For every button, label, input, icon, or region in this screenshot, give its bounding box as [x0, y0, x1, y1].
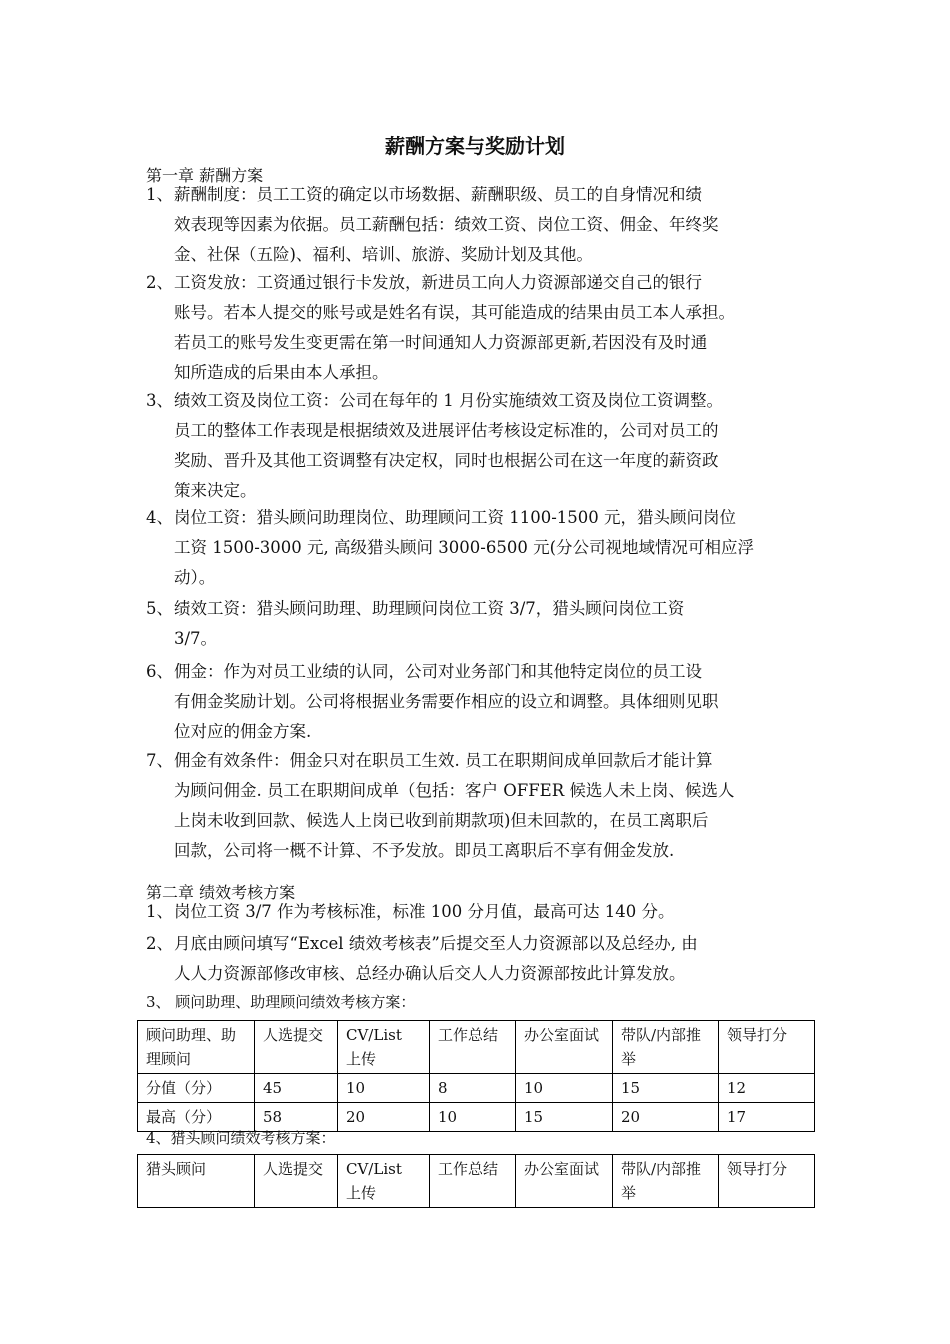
table-cell: 15	[613, 1074, 719, 1103]
item-line: 工资 1500-3000 元, 高级猎头顾问 3000-6500 元(分公司视地域情况可相应浮	[174, 538, 755, 557]
table-cell: 58	[255, 1103, 338, 1132]
list-item	[146, 268, 826, 388]
table-cell: 10	[430, 1103, 516, 1132]
item-line: 绩效工资及岗位工资：公司在每年的 1 月份实施绩效工资及岗位工资调整。	[174, 391, 723, 410]
table-cell: 办公室面试	[516, 1155, 613, 1208]
table-cell: 工作总结	[430, 1021, 516, 1074]
chapter1-heading: 第一章 薪酬方案	[146, 166, 264, 185]
list-item	[146, 594, 826, 654]
table-cell: 人选提交	[255, 1021, 338, 1074]
chapter2-heading: 第二章 绩效考核方案	[146, 883, 296, 902]
item-line: 有佣金奖励计划。公司将根据业务需要作相应的设立和调整。具体细则见职	[174, 692, 719, 711]
score-table-assistant	[137, 1020, 815, 1132]
item-line: 为顾问佣金. 员工在职期间成单（包括：客户 OFFER 候选人未上岗、候选人	[174, 781, 735, 800]
item-line: 上岗未收到回款、候选人上岗已收到前期款项)但未回款的，在员工离职后	[174, 811, 709, 830]
list-item	[146, 503, 826, 593]
list-item	[146, 897, 826, 927]
document-title: 薪酬方案与奖励计划	[385, 134, 565, 158]
item-number: 5、	[146, 599, 173, 618]
item-number: 2、	[146, 934, 173, 953]
item-line: 岗位工资 3/7 作为考核标准，标准 100 分月值，最高可达 140 分。	[174, 902, 675, 921]
table-cell: 45	[255, 1074, 338, 1103]
table-cell: 17	[719, 1103, 815, 1132]
item-line: 工资发放：工资通过银行卡发放，新进员工向人力资源部递交自己的银行	[174, 273, 702, 292]
table-cell: 工作总结	[430, 1155, 516, 1208]
list-item	[146, 929, 826, 989]
item-line: 账号。若本人提交的账号或是姓名有误，其可能造成的结果由员工本人承担。	[174, 303, 735, 322]
item-number: 3、	[146, 391, 173, 410]
item-number: 7、	[146, 751, 173, 770]
item-line: 3/7。	[174, 629, 218, 648]
table-header-row	[138, 1155, 815, 1208]
item-line: 月底由顾问填写“Excel 绩效考核表”后提交至人力资源部以及总经办, 由	[174, 934, 698, 953]
table-cell: CV/List 上传	[338, 1021, 430, 1074]
item-line: 人人力资源部修改审核、总经办确认后交人人力资源部按此计算发放。	[174, 964, 686, 983]
table1-caption: 3、 顾问助理、助理顾问绩效考核方案：	[146, 993, 416, 1011]
table-cell: 8	[430, 1074, 516, 1103]
item-line: 动）。	[174, 568, 216, 587]
score-table-consultant	[137, 1154, 815, 1208]
item-line: 效表现等因素为依据。员工薪酬包括：绩效工资、岗位工资、佣金、年终奖	[174, 215, 719, 234]
table-cell: 顾问助理、助理顾问	[138, 1021, 255, 1074]
item-number: 1、	[146, 902, 173, 921]
table-cell: 办公室面试	[516, 1021, 613, 1074]
table-cell: 猎头顾问	[138, 1155, 255, 1208]
item-line: 岗位工资：猎头顾问助理岗位、助理顾问工资 1100-1500 元，猎头顾问岗位	[174, 508, 737, 527]
item-number: 1、	[146, 185, 173, 204]
table-cell: 12	[719, 1074, 815, 1103]
table-cell: 领导打分	[719, 1021, 815, 1074]
item-number: 6、	[146, 662, 173, 681]
item-line: 绩效工资：猎头顾问助理、助理顾问岗位工资 3/7，猎头顾问岗位工资	[174, 599, 685, 618]
item-number: 2、	[146, 273, 173, 292]
table2-caption: 4、猎头顾问绩效考核方案：	[146, 1129, 336, 1147]
table-cell: 带队/内部推举	[613, 1155, 719, 1208]
list-item	[146, 180, 826, 270]
table-cell: 带队/内部推举	[613, 1021, 719, 1074]
item-line: 知所造成的后果由本人承担。	[174, 363, 389, 382]
item-line: 奖励、晋升及其他工资调整有决定权，同时也根据公司在这一年度的薪资政	[174, 451, 719, 470]
item-line: 金、社保（五险)、福利、培训、旅游、奖励计划及其他。	[174, 245, 593, 264]
list-item	[146, 746, 826, 866]
item-line: 佣金：作为对员工业绩的认同，公司对业务部门和其他特定岗位的员工设	[174, 662, 702, 681]
table-cell: 15	[516, 1103, 613, 1132]
table-cell: 10	[338, 1074, 430, 1103]
table-cell: 20	[613, 1103, 719, 1132]
table-cell: CV/List 上传	[338, 1155, 430, 1208]
item-line: 若员工的账号发生变更需在第一时间通知人力资源部更新,若因没有及时通	[174, 333, 708, 352]
item-line: 佣金有效条件：佣金只对在职员工生效. 员工在职期间成单回款后才能计算	[174, 751, 713, 770]
table-cell: 分值（分）	[138, 1074, 255, 1103]
item-line: 策来决定。	[174, 481, 257, 500]
table-cell: 领导打分	[719, 1155, 815, 1208]
table-cell: 最高（分）	[138, 1103, 255, 1132]
table-header-row	[138, 1021, 815, 1074]
table-row	[138, 1074, 815, 1103]
item-line: 回款，公司将一概不计算、不予发放。即员工离职后不享有佣金发放.	[174, 841, 675, 860]
item-line: 员工的整体工作表现是根据绩效及进展评估考核设定标准的，公司对员工的	[174, 421, 719, 440]
item-line: 薪酬制度：员工工资的确定以市场数据、薪酬职级、员工的自身情况和绩	[174, 185, 702, 204]
table-cell: 人选提交	[255, 1155, 338, 1208]
item-number: 4、	[146, 508, 173, 527]
list-item	[146, 386, 826, 506]
item-line: 位对应的佣金方案.	[174, 722, 312, 741]
list-item	[146, 657, 826, 747]
table-cell: 20	[338, 1103, 430, 1132]
table-cell: 10	[516, 1074, 613, 1103]
